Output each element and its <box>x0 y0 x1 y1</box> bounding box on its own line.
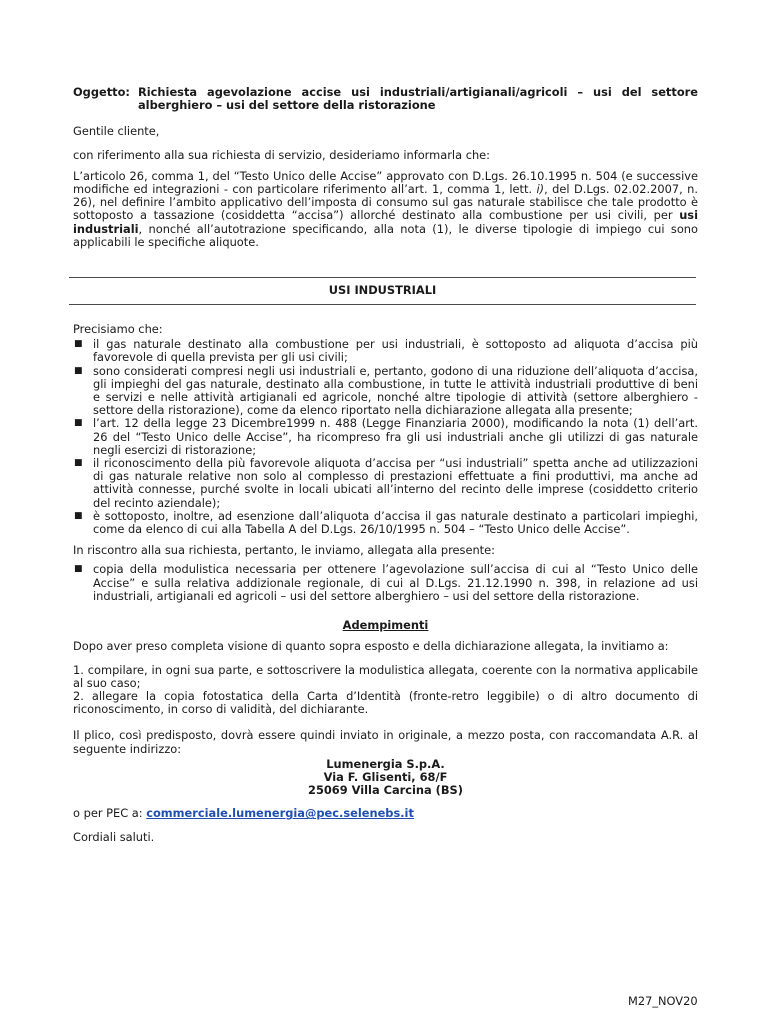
address-street: Via F. Glisenti, 68/F <box>323 769 448 784</box>
letter-body <box>73 86 698 844</box>
bullet-icon: ■ <box>74 564 83 575</box>
address-company: Lumenergia S.p.A. <box>326 756 445 771</box>
bullet-icon: ■ <box>74 418 83 429</box>
step-number: 1. <box>73 662 84 677</box>
list-item <box>73 664 698 690</box>
bullet-icon: ■ <box>74 365 83 376</box>
subject-label: Oggetto: <box>73 85 130 99</box>
attachment-list <box>73 563 698 603</box>
bullet-icon: ■ <box>74 510 83 521</box>
bullet-icon: ■ <box>74 458 83 469</box>
article-part3: , nonché all’autotrazione specificando, alla nota (1), le diverse tipologie di impiego cui sono applicabili le specifiche aliquote. <box>73 221 698 249</box>
closing-text: Cordiali saluti. <box>73 829 155 844</box>
step-text: allegare la copia fotostatica della Carta d’Identità (fronte-retro leggibile) o di altro documento di riconoscimento, in corso di validità, del dichiarante. <box>73 688 698 717</box>
list-item: ■ il riconoscimento della più favorevole aliquota d’accisa per “usi industriali” spetta anche ad utilizzazioni di gas naturale relative non solo al complesso di prestazioni effettuate a fini produttivi, ma anche ad attività connesse, purché svolte in locali ubicati all’interno del recinto delle imprese (cosiddetto criterio del recinto aziendale); <box>74 456 698 510</box>
article-bold: usi industriali <box>73 208 698 236</box>
greeting: Gentile cliente, <box>73 124 160 139</box>
bullet-icon: ■ <box>74 339 83 350</box>
adempimenti-title: Adempimenti <box>342 618 429 633</box>
article-part2: , del D.Lgs. 02.02.2007, n. 26), nel definire l’ambito applicativo dell’imposta di consumo sul gas naturale stabilisce che tale prodotto è sottoposto a tassazione (cosiddetta “accisa”) allorché destinato alla combustione per usi civili, per <box>73 182 698 223</box>
section-title-usi-industriali: USI INDUSTRIALI <box>69 277 696 305</box>
subject-line <box>73 86 698 112</box>
list-item: ■ è sottoposto, inoltre, ad esenzione dall’aliquota d’accisa il gas naturale destinato a particolari impieghi, come da elenco di cui alla Tabella A del D.Lgs. 26/10/1995 n. 504 – “Testo Unico delle Accise”. <box>74 508 698 537</box>
pec-prefix: o per PEC a: <box>73 806 143 821</box>
plico-text: Il plico, così predisposto, dovrà essere quindi inviato in originale, a mezzo posta, con raccomandata A.R. al seguente indirizzo: <box>73 728 698 756</box>
precisiamo-text: Precisiamo che: <box>73 322 163 337</box>
address-city: 25069 Villa Carcina (BS) <box>308 783 463 798</box>
adempimenti-intro: Dopo aver preso completa visione di quanto sopra esposto e della dichiarazione allegata, la invitiamo a: <box>73 639 669 654</box>
list-item <box>73 690 698 716</box>
intro-text: con riferimento alla sua richiesta di servizio, desideriamo informarla che: <box>73 147 491 162</box>
article-italic: i) <box>536 182 545 197</box>
footer-code: M27_NOV20 <box>628 994 698 1008</box>
pec-email-link[interactable]: commerciale.lumenergia@pec.selenebs.it <box>146 806 414 821</box>
bullet-list <box>73 338 698 536</box>
list-item: ■ l’art. 12 della legge 23 Dicembre1999 n. 488 (Legge Finanziaria 2000), modificando la nota (1) dell’art. 26 del “Testo Unico delle Accise”, ha ricompreso fra gli usi industriali anche gli utilizzi di gas naturale negli esercizi di ristorazione; <box>74 416 698 457</box>
steps-list <box>73 664 698 717</box>
address-block <box>73 758 698 798</box>
list-item: ■ sono considerati compresi negli usi industriali e, pertanto, godono di una riduzione dell’aliquota d’accisa, gli impieghi del gas naturale, destinato alla combustione, in tutte le attività industriali produttive di beni e servizi e nelle attività artigianali ed agricole, nonché altre tipologie di attività (settore alberghiero - settore della ristorazione), come da elenco riportato nella dichiarazione allegata alla presente; <box>74 363 698 418</box>
article-paragraph <box>73 170 698 249</box>
article-part1: L’articolo 26, comma 1, del “Testo Unico delle Accise” approvato con D.Lgs. 26.10.1995 n. 504 (e successive modifiche ed integrazioni - con particolare riferimento all’art. 1, comma 1, lett. <box>73 168 698 197</box>
step-text: compilare, in ogni sua parte, e sottoscrivere la modulistica allegata, coerente con la normativa applicabile al suo caso; <box>73 662 699 690</box>
step-number: 2. <box>73 688 84 703</box>
pec-line <box>73 807 698 820</box>
subject-text: Richiesta agevolazione accise usi industriali/artigianali/agricoli – usi del settore alberghiero – usi del settore della ristorazione <box>138 85 698 113</box>
list-item: ■ copia della modulistica necessaria per ottenere l’agevolazione sull’accisa di cui al “Testo Unico delle Accise” e sulla relativa addizionale regionale, di cui al D.Lgs. 21.12.1990 n. 398, in relazione ad usi industriali, artigianali ed agricoli – usi del settore alberghiero – usi del settore della ristorazione. <box>74 562 698 603</box>
list-item: ■ il gas naturale destinato alla combustione per usi industriali, è sottoposto ad aliquota d’accisa più favorevole di quella prevista per gli usi civili; <box>74 337 698 365</box>
riscontro-text: In riscontro alla sua richiesta, pertanto, le inviamo, allegata alla presente: <box>73 543 495 558</box>
